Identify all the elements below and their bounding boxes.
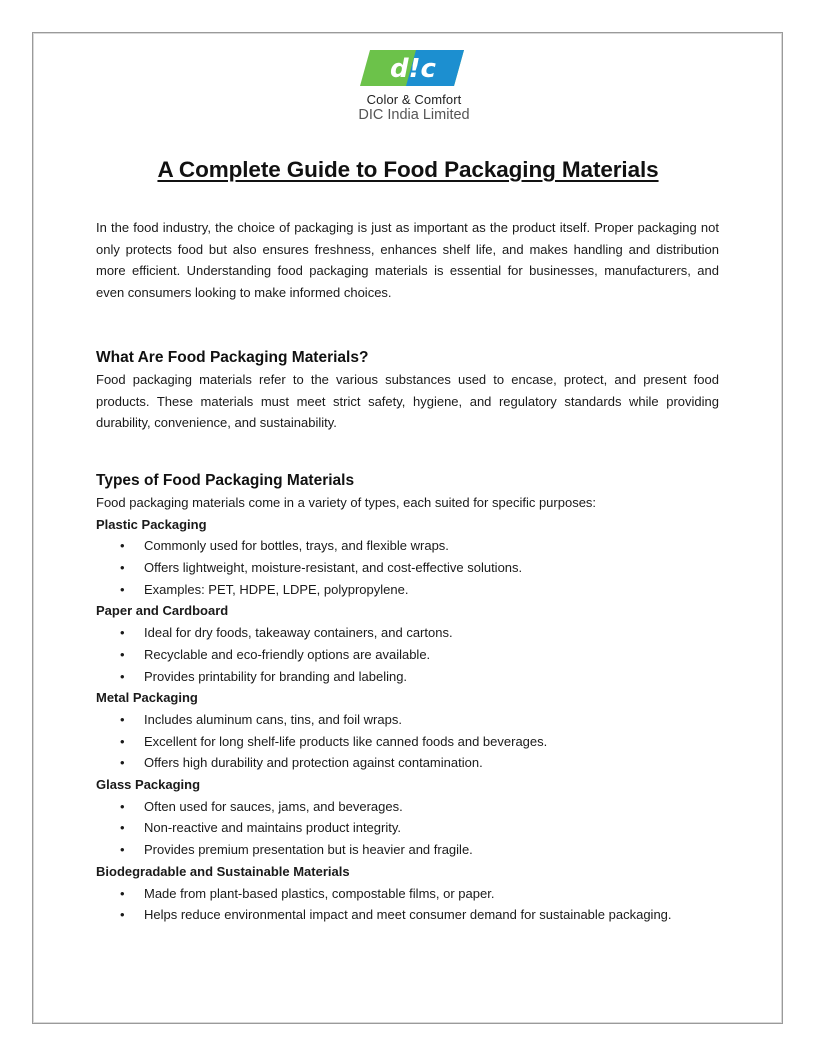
bullet-icon: • [120, 538, 125, 554]
bullet-icon: • [120, 842, 125, 858]
group-biodegradable [96, 861, 719, 926]
section-intro-types: Food packaging materials come in a variety of types, each suited for specific purposes: [96, 494, 597, 510]
list-item: • Non-reactive and maintains product integrity. [96, 817, 719, 839]
bullet-icon: • [120, 820, 125, 836]
section-spacer [96, 434, 719, 470]
bullet-list [96, 535, 719, 600]
list-item: • Provides printability for branding and labeling. [96, 666, 719, 688]
section-body-what-are: Food packaging materials refer to the various substances used to encase, protect, and present food products. These materials must meet strict safety, hygiene, and regulatory standards while providing durability, convenience, and sustainability. [96, 371, 719, 431]
letterhead [0, 48, 816, 123]
list-item: • Provides premium presentation but is heavier and fragile. [96, 839, 719, 861]
list-item: • Offers high durability and protection against contamination. [96, 752, 719, 774]
list-item: • Offers lightweight, moisture-resistant, and cost-effective solutions. [96, 557, 719, 579]
group-title: Paper and Cardboard [96, 603, 229, 619]
bullet-list [96, 883, 719, 926]
group-plastic [96, 514, 719, 601]
bullet-list [96, 796, 719, 861]
bullet-icon: • [120, 733, 125, 749]
bullet-list [96, 709, 719, 774]
bullet-icon: • [120, 711, 125, 727]
group-title: Metal Packaging [96, 690, 198, 706]
company-name: DIC India Limited [358, 107, 470, 123]
group-title: Biodegradable and Sustainable Materials [96, 863, 350, 879]
list-item: • Recyclable and eco-friendly options are available. [96, 644, 719, 666]
list-item: • Examples: PET, HDPE, LDPE, polypropylene. [96, 579, 719, 601]
group-paper [96, 600, 719, 687]
list-item: • Helps reduce environmental impact and meet consumer demand for sustainable packaging. [96, 904, 719, 926]
group-title: Glass Packaging [96, 777, 201, 793]
bullet-icon: • [120, 581, 125, 597]
group-glass [96, 774, 719, 861]
section-heading-types: Types of Food Packaging Materials [96, 471, 355, 489]
bullet-icon: • [120, 907, 125, 923]
bullet-icon: • [120, 668, 125, 684]
list-item: • Includes aluminum cans, tins, and foil wraps. [96, 709, 719, 731]
dic-logo [358, 48, 466, 88]
page-title: A Complete Guide to Food Packaging Materials [157, 157, 659, 182]
list-item: • Excellent for long shelf-life products like canned foods and beverages. [96, 731, 719, 753]
list-item: • Made from plant-based plastics, compostable films, or paper. [96, 883, 719, 905]
bullet-list [96, 622, 719, 687]
group-metal [96, 687, 719, 774]
svg-text:d!c: d!c [390, 54, 436, 84]
group-title: Plastic Packaging [96, 516, 207, 532]
bullet-icon: • [120, 798, 125, 814]
list-item: • Often used for sauces, jams, and beverages. [96, 796, 719, 818]
bullet-icon: • [120, 646, 125, 662]
section-heading-what-are: What Are Food Packaging Materials? [96, 348, 369, 366]
bullet-icon: • [120, 560, 125, 576]
bullet-icon: • [120, 625, 125, 641]
tagline: Color & Comfort [366, 92, 462, 107]
bullet-icon: • [120, 885, 125, 901]
list-item: • Ideal for dry foods, takeaway containers, and cartons. [96, 622, 719, 644]
document-body [96, 217, 719, 926]
bullet-icon: • [120, 755, 125, 771]
list-item: • Commonly used for bottles, trays, and flexible wraps. [96, 535, 719, 557]
intro-paragraph: In the food industry, the choice of packaging is just as important as the product itself. Proper packaging not only protects food but also ensures freshness, enhances shelf life, and makes handling and distribution more efficient. Understanding food packaging materials is essential for businesses, manufacturers, and even consumers looking to make informed choices. [96, 220, 719, 301]
